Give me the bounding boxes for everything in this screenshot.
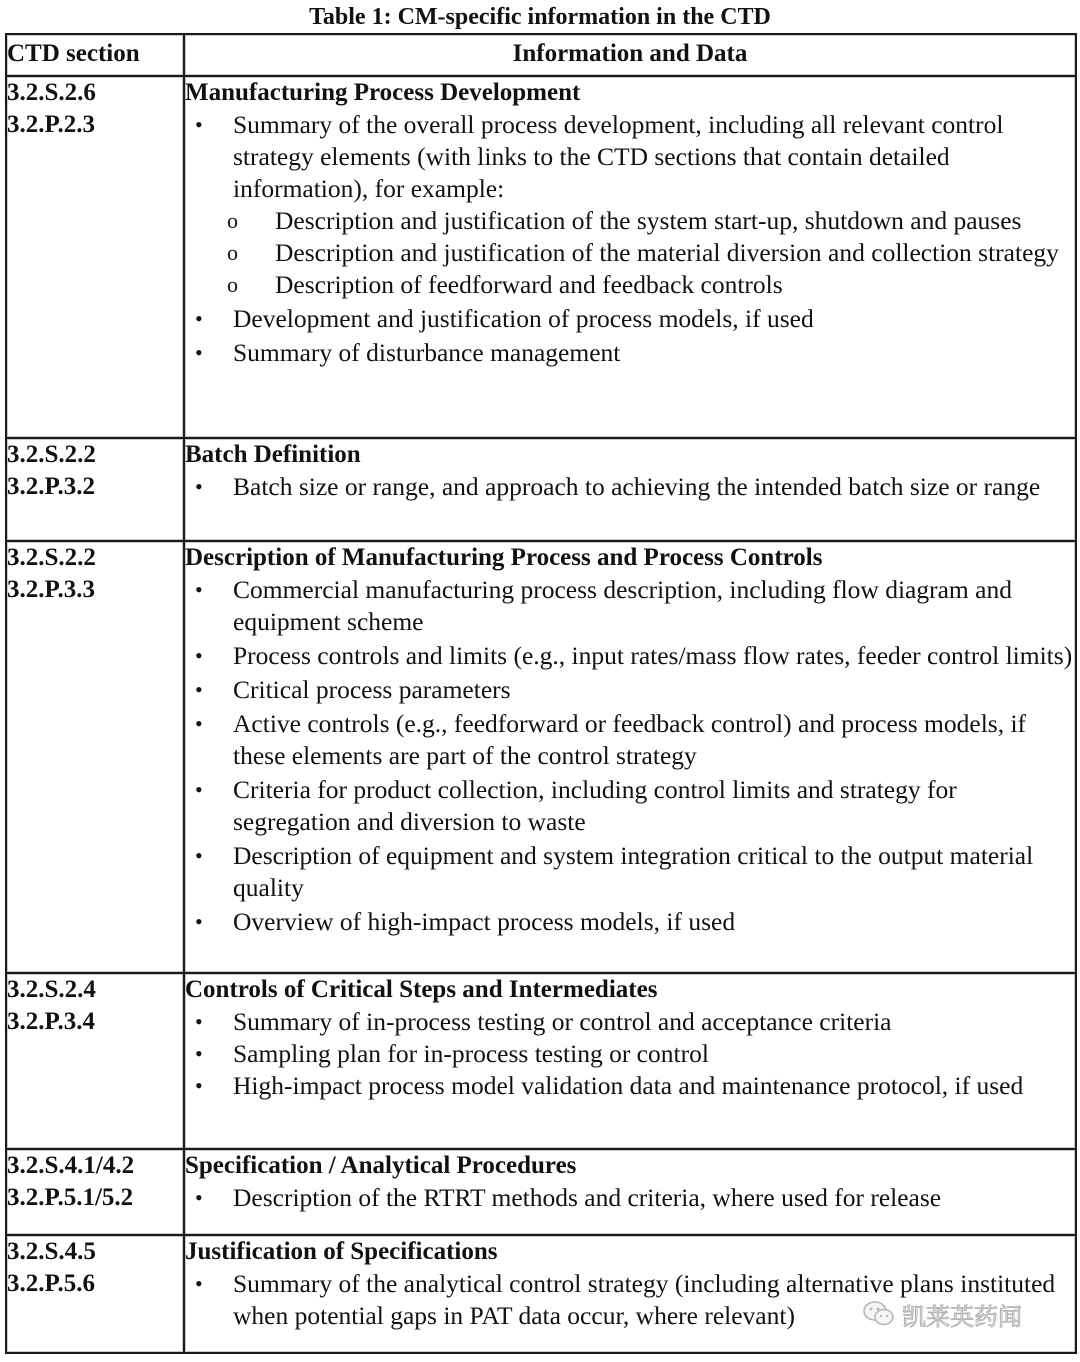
- bullet-item: • Summary of the analytical control strategy (including alternative plans instituted when potential gaps in PAT data occur, where relevant): [185, 1268, 1075, 1332]
- sub-bullet-item: o Description of feedforward and feedback controls: [185, 269, 1075, 301]
- ctd-section-cell: [6, 973, 184, 1149]
- bullet-item: • Overview of high-impact process models, if used: [185, 906, 1075, 938]
- watermark-text: 凯莱英药闻: [902, 1302, 1022, 1331]
- bullet-item: • Commercial manufacturing process description, including flow diagram and equipment scheme: [185, 574, 1075, 638]
- ctd-section-cell: [6, 76, 184, 438]
- bullet-item: • High-impact process model validation data and maintenance protocol, if used: [185, 1070, 1075, 1102]
- section-code: 3.2.P.5.6: [7, 1270, 95, 1297]
- bullet-item: • Batch size or range, and approach to achieving the intended batch size or range: [185, 471, 1075, 503]
- table-row: [6, 438, 1076, 541]
- table-row: [6, 1149, 1076, 1235]
- information-cell: [184, 541, 1076, 973]
- bullet-list: [185, 1182, 1075, 1214]
- section-code: 3.2.S.4.5: [7, 1238, 96, 1265]
- section-code: 3.2.P.3.3: [7, 576, 95, 603]
- bullet-item: • Summary of in-process testing or control and acceptance criteria: [185, 1006, 1075, 1038]
- bullet-item: • Process controls and limits (e.g., input rates/mass flow rates, feeder control limits): [185, 640, 1075, 672]
- table-row: [6, 973, 1076, 1149]
- sub-bullet-item: o Description and justification of the system start-up, shutdown and pauses: [185, 205, 1075, 237]
- bullet-list: [185, 109, 1075, 369]
- wechat-logo-icon: [862, 1299, 896, 1329]
- watermark: [862, 1294, 1062, 1334]
- row-title: Batch Definition: [185, 441, 361, 468]
- information-cell: [184, 76, 1076, 438]
- row-title: Controls of Critical Steps and Intermediates: [185, 976, 658, 1003]
- table-header-row: [6, 34, 1076, 76]
- section-code: 3.2.S.2.2: [7, 441, 96, 468]
- header-information-and-data: Information and Data: [184, 34, 1076, 76]
- information-cell: [184, 1149, 1076, 1235]
- bullet-item: • Description of equipment and system integration critical to the output material quality: [185, 840, 1075, 904]
- section-code: 3.2.P.3.4: [7, 1008, 95, 1035]
- information-cell: [184, 973, 1076, 1149]
- table-row: [6, 541, 1076, 973]
- ctd-section-cell: [6, 1149, 184, 1235]
- bullet-item: • Critical process parameters: [185, 674, 1075, 706]
- bullet-item: • Development and justification of process models, if used: [185, 303, 1075, 335]
- section-code: 3.2.P.3.2: [7, 473, 95, 500]
- bullet-item: • Sampling plan for in-process testing or control: [185, 1038, 1075, 1070]
- bullet-text: Summary of the overall process development, including all relevant control strategy elements (with links to the CTD sections that contain detailed information), for example:: [233, 110, 1004, 203]
- section-code: 3.2.P.2.3: [7, 111, 95, 138]
- row-title: Description of Manufacturing Process and Process Controls: [185, 544, 823, 571]
- ctd-section-cell: [6, 541, 184, 973]
- bullet-item: • Summary of disturbance management: [185, 337, 1075, 369]
- row-title: Justification of Specifications: [185, 1238, 498, 1265]
- sub-bullet-list: [185, 205, 1075, 301]
- header-ctd-section: CTD section: [6, 34, 184, 76]
- table-caption: Table 1: CM-specific information in the CTD: [309, 4, 771, 30]
- bullet-list: [185, 1006, 1075, 1102]
- bullet-list: [185, 574, 1075, 938]
- row-title: Manufacturing Process Development: [185, 79, 581, 106]
- ctd-table: [5, 33, 1077, 1354]
- table-row: [6, 76, 1076, 438]
- section-code: 3.2.S.2.6: [7, 79, 96, 106]
- bullet-item: • Active controls (e.g., feedforward or feedback control) and process models, if these elements are part of the control strategy: [185, 708, 1075, 772]
- ctd-section-cell: [6, 1235, 184, 1353]
- bullet-item: [185, 109, 1075, 301]
- section-code: 3.2.S.4.1/4.2: [7, 1152, 135, 1179]
- bullet-item: • Description of the RTRT methods and criteria, where used for release: [185, 1182, 1075, 1214]
- sub-bullet-item: o Description and justification of the material diversion and collection strategy: [185, 237, 1075, 269]
- bullet-item: • Criteria for product collection, including control limits and strategy for segregation and diversion to waste: [185, 774, 1075, 838]
- bullet-list: [185, 471, 1075, 503]
- information-cell: [184, 438, 1076, 541]
- section-code: 3.2.S.2.2: [7, 544, 96, 571]
- section-code: 3.2.S.2.4: [7, 976, 96, 1003]
- ctd-section-cell: [6, 438, 184, 541]
- row-title: Specification / Analytical Procedures: [185, 1152, 577, 1179]
- section-code: 3.2.P.5.1/5.2: [7, 1184, 134, 1211]
